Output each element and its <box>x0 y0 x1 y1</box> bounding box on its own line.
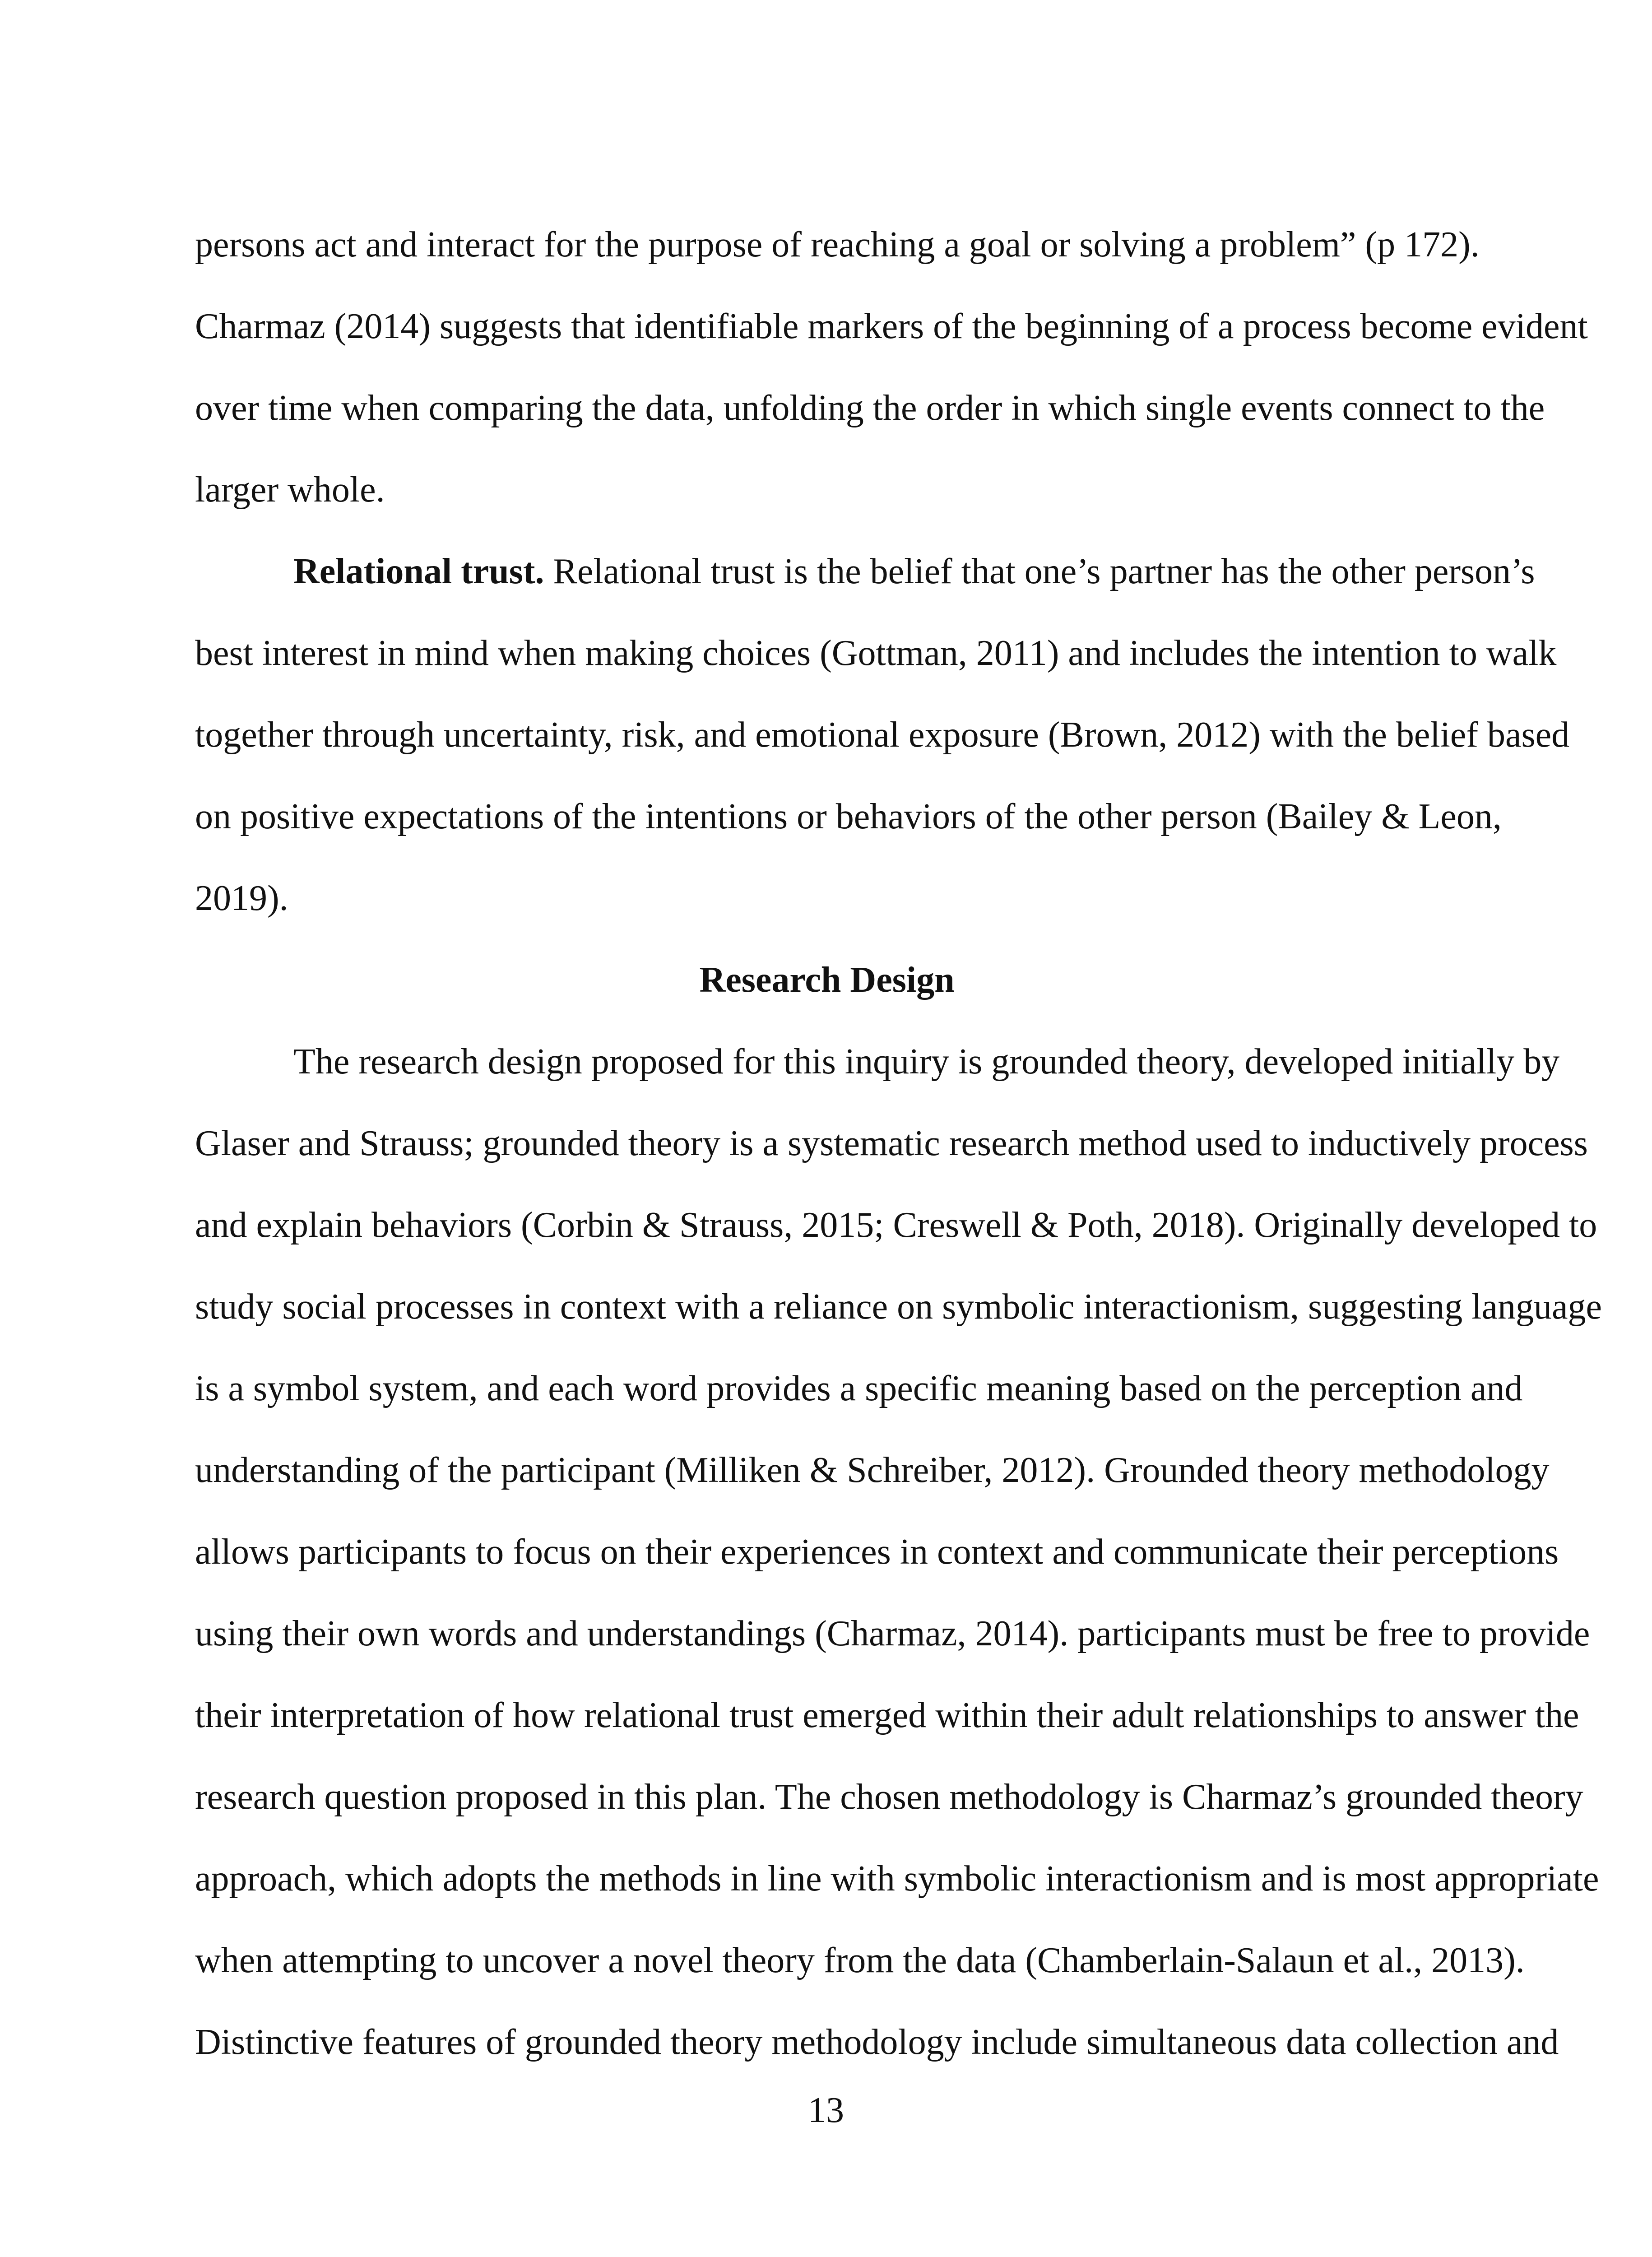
text-line: on positive expectations of the intentions or behaviors of the other person (Bailey & Leon, <box>195 797 1502 836</box>
text-line: Distinctive features of grounded theory methodology include simultaneous data collection and <box>195 2022 1559 2062</box>
text-line: Glaser and Strauss; grounded theory is a systematic research method used to inductively process <box>195 1124 1588 1163</box>
paragraph-process-continuation <box>195 204 1588 531</box>
section-heading-research-design: Research Design <box>699 960 955 1000</box>
text-line: Charmaz (2014) suggests that identifiable markers of the beginning of a process become evident <box>195 307 1588 346</box>
text-line: The research design proposed for this inquiry is grounded theory, developed initially by <box>293 1042 1560 1082</box>
text-line: their interpretation of how relational trust emerged within their adult relationships to answer the <box>195 1695 1579 1735</box>
text-line: using their own words and understandings (Charmaz, 2014). participants must be free to provide <box>195 1614 1590 1653</box>
text-line: over time when comparing the data, unfolding the order in which single events connect to the <box>195 388 1545 428</box>
text-line: allows participants to focus on their experiences in context and communicate their perceptions <box>195 1532 1559 1572</box>
text-line: 2019). <box>195 878 288 918</box>
text-line: together through uncertainty, risk, and emotional exposure (Brown, 2012) with the belief based <box>195 715 1570 755</box>
paragraph-relational-trust <box>195 531 1570 939</box>
text-line: persons act and interact for the purpose of reaching a goal or solving a problem” (p 172). <box>195 225 1480 265</box>
text-line: research question proposed in this plan. The chosen methodology is Charmaz’s grounded theory <box>195 1777 1583 1817</box>
text-line <box>195 531 1535 613</box>
paragraph-research-design <box>195 1021 1602 2083</box>
text-line: when attempting to uncover a novel theory from the data (Chamberlain-Salaun et al., 2013). <box>195 1941 1525 1980</box>
text-line: best interest in mind when making choices (Gottman, 2011) and includes the intention to walk <box>195 633 1557 673</box>
text-line: approach, which adopts the methods in line with symbolic interactionism and is most appropriate <box>195 1859 1599 1899</box>
body-text <box>195 204 1602 2083</box>
text-line: is a symbol system, and each word provides a specific meaning based on the perception and <box>195 1369 1523 1408</box>
text-line: larger whole. <box>195 470 385 510</box>
text-run: Relational trust is the belief that one’s partner has the other person’s <box>544 552 1535 591</box>
text-line: understanding of the participant (Milliken & Schreiber, 2012). Grounded theory methodology <box>195 1450 1550 1490</box>
text-line: and explain behaviors (Corbin & Strauss, 2015; Creswell & Poth, 2018). Originally developed to <box>195 1205 1597 1245</box>
run-in-heading-relational-trust: Relational trust. <box>293 552 544 591</box>
text-line: study social processes in context with a reliance on symbolic interactionism, suggesting language <box>195 1287 1602 1327</box>
page-number: 13 <box>808 2090 844 2130</box>
